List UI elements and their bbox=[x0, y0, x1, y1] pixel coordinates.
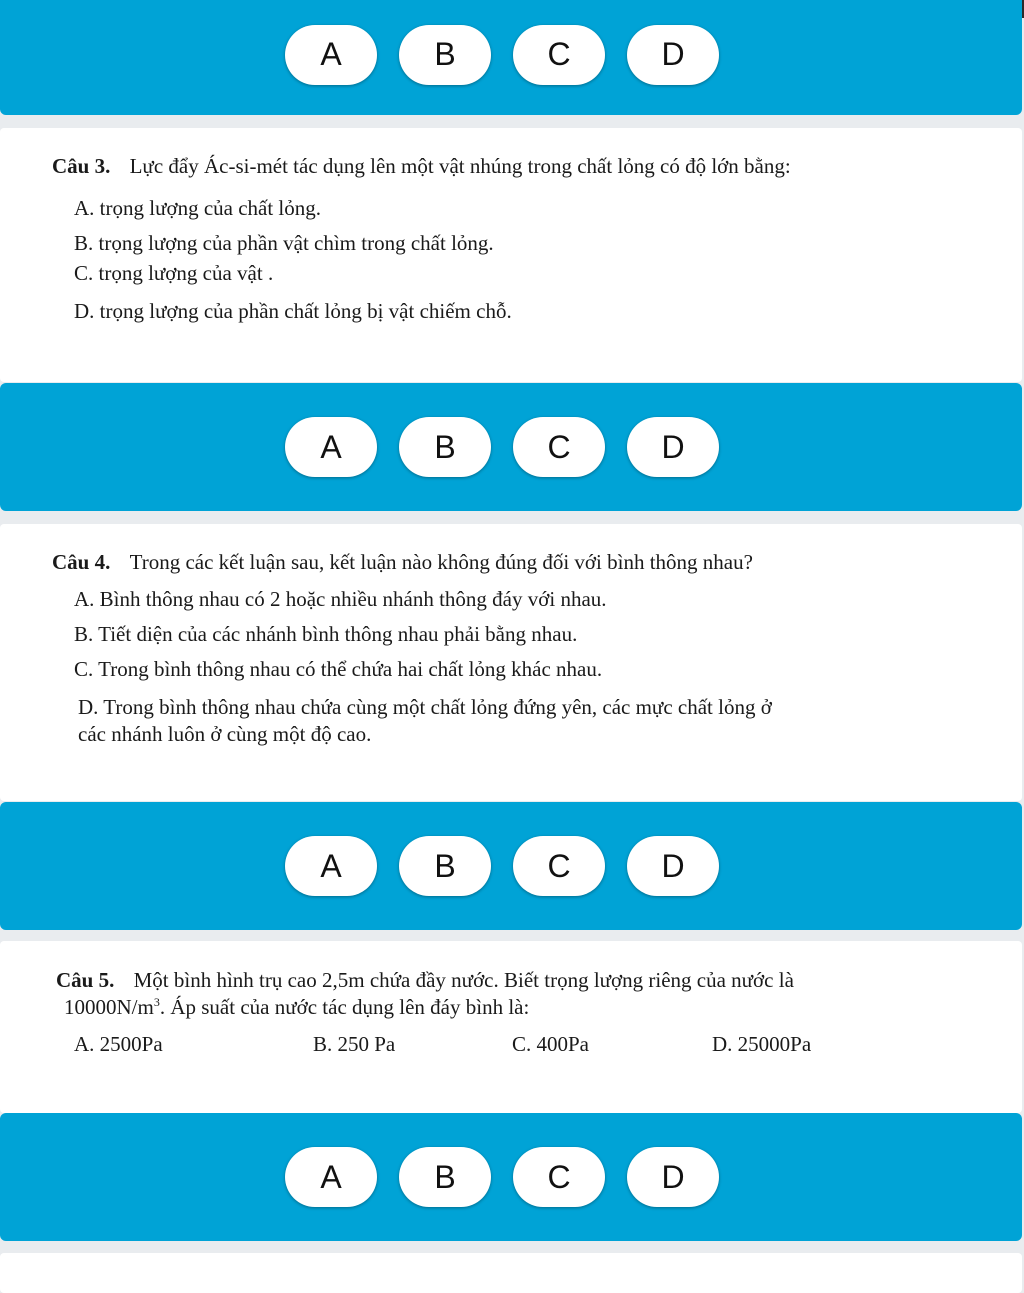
question-5-stem bbox=[56, 968, 794, 993]
answer-bar-q5 bbox=[0, 1113, 1022, 1241]
answer-bar-q4 bbox=[0, 802, 1022, 930]
question-card-3 bbox=[0, 128, 1022, 382]
question-5-option-b: B. 250 Pa bbox=[313, 1032, 396, 1056]
answer-c-button[interactable]: C bbox=[513, 417, 605, 477]
question-4-option-b: B. Tiết diện của các nhánh bình thông nhau phải bằng nhau. bbox=[74, 622, 578, 646]
question-4-text: Trong các kết luận sau, kết luận nào không đúng đối với bình thông nhau? bbox=[129, 550, 753, 574]
answer-a-button[interactable]: A bbox=[285, 1147, 377, 1207]
question-card-next bbox=[0, 1253, 1022, 1293]
question-4-option-c: C. Trong bình thông nhau có thể chứa hai chất lỏng khác nhau. bbox=[74, 657, 603, 681]
answer-bar-q2 bbox=[0, 0, 1022, 115]
question-4-option-d-cont: các nhánh luôn ở cùng một độ cao. bbox=[78, 722, 372, 746]
question-5-option-d: D. 25000Pa bbox=[712, 1032, 812, 1056]
question-5-text-line2-rest: . Áp suất của nước tác dụng lên đáy bình là: bbox=[159, 995, 530, 1019]
answer-d-button[interactable]: D bbox=[627, 1147, 719, 1207]
question-3-number: Câu 3. bbox=[52, 154, 111, 178]
question-5-text-line1: Một bình hình trụ cao 2,5m chứa đầy nước. Biết trọng lượng riêng của nước là bbox=[133, 968, 794, 992]
question-4-stem bbox=[52, 550, 753, 575]
question-3-option-c: C. trọng lượng của vật . bbox=[74, 261, 274, 285]
answer-b-button[interactable]: B bbox=[399, 25, 491, 85]
question-5-option-a: A. 2500Pa bbox=[74, 1032, 163, 1056]
question-5-unit-exponent: 3 bbox=[153, 995, 160, 1009]
answer-d-button[interactable]: D bbox=[627, 417, 719, 477]
answer-a-button[interactable]: A bbox=[285, 25, 377, 85]
answer-d-button[interactable]: D bbox=[627, 836, 719, 896]
question-3-option-b: B. trọng lượng của phần vật chìm trong chất lỏng. bbox=[74, 231, 494, 255]
question-3-option-d: D. trọng lượng của phần chất lỏng bị vật chiếm chỗ. bbox=[74, 299, 512, 323]
answer-b-button[interactable]: B bbox=[399, 1147, 491, 1207]
question-5-number: Câu 5. bbox=[56, 968, 115, 992]
answer-b-button[interactable]: B bbox=[399, 836, 491, 896]
question-card-4 bbox=[0, 524, 1022, 801]
answer-c-button[interactable]: C bbox=[513, 25, 605, 85]
question-4-number: Câu 4. bbox=[52, 550, 111, 574]
answer-b-button[interactable]: B bbox=[399, 417, 491, 477]
question-4-option-a: A. Bình thông nhau có 2 hoặc nhiều nhánh thông đáy với nhau. bbox=[74, 587, 607, 611]
question-5-unit: 10000N/m bbox=[64, 995, 154, 1019]
answer-a-button[interactable]: A bbox=[285, 836, 377, 896]
question-card-5 bbox=[0, 941, 1022, 1113]
question-5-text-line2 bbox=[64, 995, 529, 1020]
answer-c-button[interactable]: C bbox=[513, 1147, 605, 1207]
answer-c-button[interactable]: C bbox=[513, 836, 605, 896]
question-3-option-a: A. trọng lượng của chất lỏng. bbox=[74, 196, 322, 220]
question-3-text: Lực đẩy Ác-si-mét tác dụng lên một vật nhúng trong chất lỏng có độ lớn bằng: bbox=[129, 154, 791, 178]
answer-bar-q3 bbox=[0, 383, 1022, 511]
answer-d-button[interactable]: D bbox=[627, 25, 719, 85]
question-5-option-c: C. 400Pa bbox=[512, 1032, 590, 1056]
question-3-stem bbox=[52, 154, 791, 179]
answer-a-button[interactable]: A bbox=[285, 417, 377, 477]
question-4-option-d: D. Trong bình thông nhau chứa cùng một chất lỏng đứng yên, các mực chất lỏng ở bbox=[78, 695, 772, 719]
